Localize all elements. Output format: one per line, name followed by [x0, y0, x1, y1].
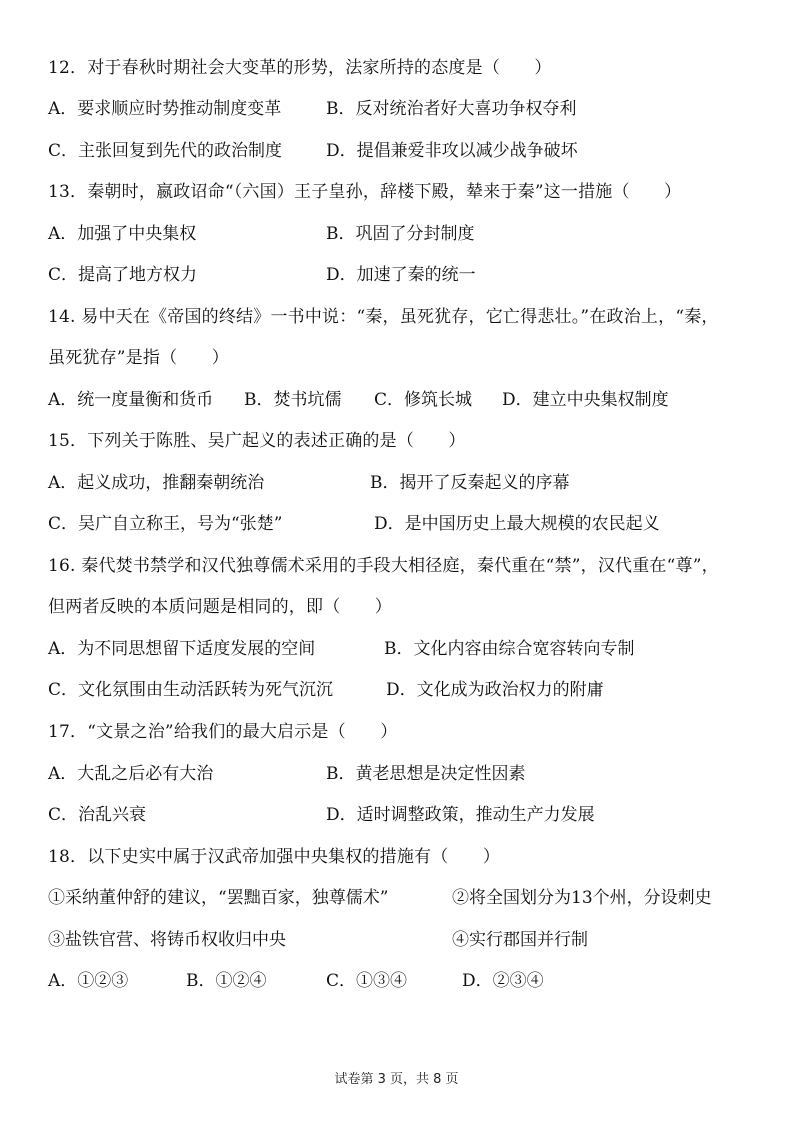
question-12-stem: 12．对于春秋时期社会大变革的形势，法家所持的态度是（ ）: [48, 58, 552, 78]
question-17-option-c: C．治乱兴衰: [48, 805, 147, 825]
question-17-option-d: D．适时调整政策，推动生产力发展: [326, 805, 595, 825]
question-14-option-c: C．修筑长城: [374, 390, 473, 410]
question-14-option-b: B．焚书坑儒: [244, 390, 342, 410]
question-16-option-a: A．为不同思想留下适度发展的空间: [48, 639, 316, 659]
question-16-stem-line-1: 16. 秦代焚书禁学和汉代独尊儒术采用的手段大相径庭，秦代重在“禁”，汉代重在“尊”，: [48, 556, 719, 576]
question-16-option-b: B．文化内容由综合宽容转向专制: [384, 639, 635, 659]
question-15-option-b: B．揭开了反秦起义的序幕: [370, 473, 570, 493]
question-17-stem: 17．“文景之治”给我们的最大启示是（ ）: [48, 722, 398, 742]
question-18-item-2: ②将全国划分为13个州，分设刺史: [452, 888, 712, 908]
question-13-option-a: A．加强了中央集权: [48, 224, 197, 244]
question-13-option-b: B．巩固了分封制度: [326, 224, 475, 244]
question-14-option-d: D．建立中央集权制度: [502, 390, 669, 410]
question-16-option-d: D．文化成为政治权力的附庸: [386, 680, 604, 700]
question-13-option-c: C．提高了地方权力: [48, 265, 198, 285]
question-18-item-4: ④实行郡国并行制: [452, 930, 588, 950]
question-12-option-d: D．提倡兼爱非攻以减少战争破坏: [326, 141, 578, 161]
question-18-option-c: C．①③④: [326, 971, 408, 991]
question-16-option-c: C．文化氛围由生动活跃转为死气沉沉: [48, 680, 334, 700]
question-12-option-b: B．反对统治者好大喜功争权夺利: [326, 99, 577, 119]
question-14-stem-line-2: 虽死犹存”是指（ ）: [48, 348, 229, 368]
question-18-item-3: ③盐铁官营、将铸币权收归中央: [48, 930, 286, 950]
question-14-stem-line-1: 14. 易中天在《帝国的终结》一书中说：“秦，虽死犹存，它亡得悲壮。”在政治上，“秦，: [48, 307, 719, 327]
question-17-option-a: A．大乱之后必有大治: [48, 764, 214, 784]
question-14-option-a: A．统一度量衡和货币: [48, 390, 214, 410]
question-18-stem: 18．以下史实中属于汉武帝加强中央集权的措施有（ ）: [48, 847, 501, 867]
question-15-option-a: A．起义成功，推翻秦朝统治: [48, 473, 265, 493]
question-17-option-b: B．黄老思想是决定性因素: [326, 764, 526, 784]
question-12-option-c: C．主张回复到先代的政治制度: [48, 141, 283, 161]
question-18-option-a: A．①②③: [48, 971, 129, 991]
question-13-stem: 13．秦朝时，嬴政诏命“（六国）王子皇孙，辞楼下殿，辇来于秦”这一措施（ ）: [48, 182, 682, 202]
page-footer: 试卷第 3 页，共 8 页: [334, 1072, 459, 1087]
question-16-stem-line-2: 但两者反映的本质问题是相同的，即（ ）: [48, 597, 392, 617]
question-18-option-b: B．①②④: [186, 971, 267, 991]
question-15-option-c: C．吴广自立称王，号为“张楚”: [48, 514, 283, 534]
question-15-option-d: D．是中国历史上最大规模的农民起义: [374, 514, 660, 534]
question-12-option-a: A．要求顺应时势推动制度变革: [48, 99, 282, 119]
question-15-stem: 15．下列关于陈胜、吴广起义的表述正确的是（ ）: [48, 431, 466, 451]
question-18-item-1: ①采纳董仲舒的建议，“罢黜百家，独尊儒术”: [48, 888, 389, 908]
question-18-option-d: D．②③④: [462, 971, 544, 991]
question-13-option-d: D．加速了秦的统一: [326, 265, 476, 285]
